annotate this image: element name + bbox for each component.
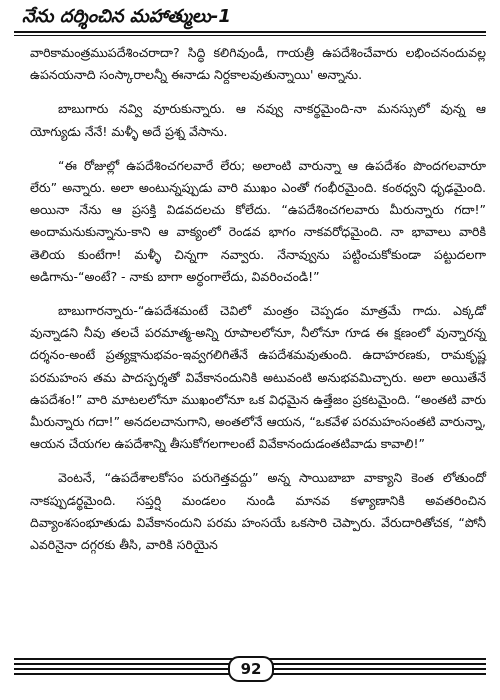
paragraph: బాబుగారు నవ్వి వూరుకున్నారు. ఆ నవ్వు నాకర్థమైంది-నా మనస్సులో వున్న ఆ యోగ్యుడు నేనే! మళ్ళీ అదే ప్రశ్న వేసాను. xyxy=(30,101,486,139)
paragraph: వెంటనే, “ఉపదేశాలకోసం పరుగెత్తవద్దు” అన్న సాయిబాబా వాక్యాని కెంత లోతుందో నాకప్పుడర్థమైంది. సప్తర్షి మండలం నుండి మానవ కళ్యాణానికి అవతరించిన దివ్యాంశసంభూతుడు వివేకానందుని పరమ హంసయే ఒకసారి చెప్పారు. వేరుదారితోచక, “పోనీ ఎవరినైనా దగ్గరకు తీసి, వారికి సరియైన xyxy=(30,470,486,553)
paragraph: వారికామంత్రముపదేశించరాదా? సిద్ధి కలిగివుండీ, గాయత్రీ ఉపదేశించేవారు లభించనందువల్ల ఉపనయనాది సంస్కారాలన్నీ ఈనాడు నిర్దకాలవుతున్నాయి' అన్నాను. xyxy=(30,45,486,83)
page-number: 92 xyxy=(228,656,274,682)
header-rule xyxy=(14,31,486,33)
page-footer xyxy=(14,652,486,696)
body-text xyxy=(30,42,486,556)
header-rule-thin xyxy=(14,35,486,36)
book-title: నేను దర్శించిన మహాత్ములు-1 xyxy=(22,6,231,27)
running-header xyxy=(14,4,486,38)
paragraph: “ఈ రోజుల్లో ఉపదేశించగలవారే లేరు; అలాంటి వారున్నా ఆ ఉపదేశం పొందగలవారూ లేరు” అన్నారు. అలా అంటున్నప్పుడు వారి ముఖం ఎంతో గంభీరమైంది. కంఠధ్వని ధృఢమైంది. అయినా నేను ఆ ప్రసక్తి విడవదలచు కోలేదు. “ఉపదేశించగలవారు మీరున్నారు గదా!” అందామనుకున్నాను-కాని ఆ వాక్యంలో రెండవ భాగం నాకవరోధమైంది. నా భావాలు వారికి తెలియ కుంటేగా! మళ్ళీ చిన్నగా నవ్వారు. నేనావ్వును పట్టించుకోకుండా పట్టుదలగా అడిగాను-“అంటే? - నాకు బాగా అర్ధంగాలేదు, వివరించండి!” xyxy=(30,157,486,284)
paragraph: బాబుగారన్నారు-“ఉపదేశమంటే చెవిలో మంత్రం చెప్పడం మాత్రమే గాదు. ఎక్కడో వున్నాడని నీవు తలచే పరమాత్మ-అన్ని రూపాలలోనూ, నీలోనూ గూడ ఈ క్షణంలో వున్నారన్న దర్శనం-అంటే ప్రత్యక్షానుభవం-ఇవ్వగలిగితేనే ఉపదేశమవుతుంది. ఉదాహరణకు, రామకృష్ణ పరమహంస తమ పాదస్పర్శతో వివేకానందునికి అటువంటి అనుభవమిచ్చారు. అలా అయితేనే ఉపదేశం!” వారి మాటలలోనూ ముఖంలోనూ ఒక విధమైన ఉత్తేజం ప్రకటమైంది. “అంతటి వారు మీరున్నారు గదా!” అనదలచానుగాని, అంతలోనే ఆయన, “ఒకవేళ పరమహంసంతటి వారున్నా, ఆయన చేయగల ఉపదేశాన్ని తీసుకోగలగాలంటే వివేకానందుడంతటివాడు కావాలి!” xyxy=(30,303,486,452)
